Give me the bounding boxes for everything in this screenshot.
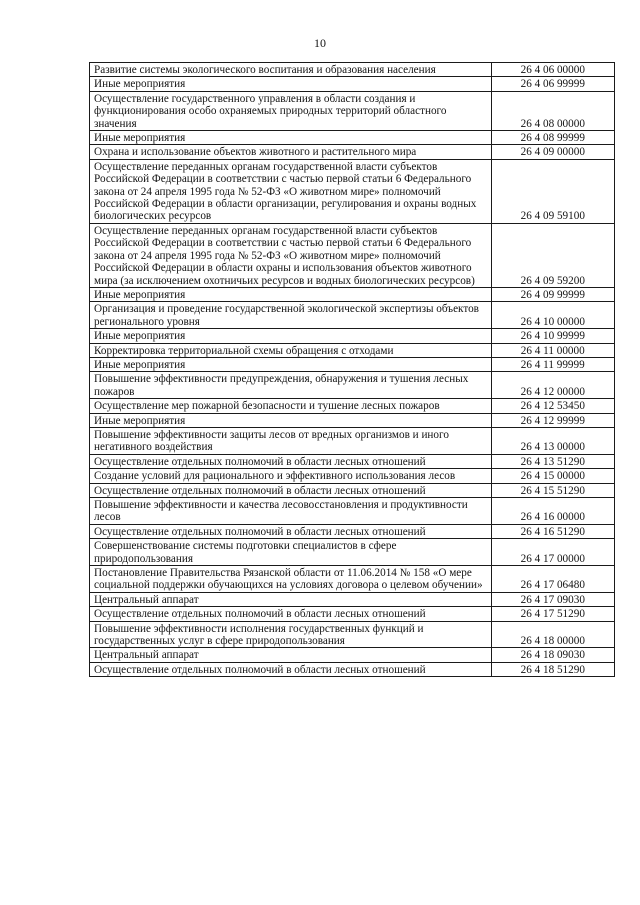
row-name-cell: Развитие системы экологического воспитания и образования населения <box>90 63 492 77</box>
row-code-cell: 26 4 15 51290 <box>491 483 614 497</box>
table-row <box>90 302 615 329</box>
row-code-cell: 26 4 08 99999 <box>491 131 614 145</box>
row-code-cell: 26 4 13 51290 <box>491 454 614 468</box>
row-code-cell: 26 4 18 09030 <box>491 648 614 662</box>
table-row <box>90 399 615 413</box>
row-name-cell: Постановление Правительства Рязанской области от 11.06.2014 № 158 «О мере социальной поддержки обучающихся на условиях договора о целевом обучении» <box>90 566 492 593</box>
row-name-cell: Повышение эффективности и качества лесовосстановления и продуктивности лесов <box>90 498 492 525</box>
row-name-cell: Осуществление отдельных полномочий в области лесных отношений <box>90 483 492 497</box>
row-code-cell: 26 4 13 00000 <box>491 427 614 454</box>
row-code-cell: 26 4 18 51290 <box>491 662 614 676</box>
table-row <box>90 607 615 621</box>
row-code-cell: 26 4 06 99999 <box>491 77 614 91</box>
row-name-cell: Иные мероприятия <box>90 287 492 301</box>
row-code-cell: 26 4 09 99999 <box>491 287 614 301</box>
row-code-cell: 26 4 10 00000 <box>491 302 614 329</box>
row-code-cell: 26 4 17 09030 <box>491 592 614 606</box>
row-code-cell: 26 4 12 53450 <box>491 399 614 413</box>
table-row <box>90 566 615 593</box>
row-name-cell: Повышение эффективности защиты лесов от вредных организмов и иного негативного воздействия <box>90 427 492 454</box>
row-name-cell: Охрана и использование объектов животного и растительного мира <box>90 145 492 159</box>
row-code-cell: 26 4 08 00000 <box>491 91 614 130</box>
row-code-cell: 26 4 10 99999 <box>491 329 614 343</box>
row-name-cell: Иные мероприятия <box>90 413 492 427</box>
table-row <box>90 131 615 145</box>
table-row <box>90 329 615 343</box>
table-row <box>90 343 615 357</box>
table-row <box>90 159 615 223</box>
table-row <box>90 91 615 130</box>
row-name-cell: Организация и проведение государственной экологической экспертизы объектов регионального уровня <box>90 302 492 329</box>
row-name-cell: Осуществление переданных органам государственной власти субъектов Российской Федерации в соответствии с частью первой статьи 6 Федерального закона от 24 апреля 1995 года № 52-ФЗ «О животном мире» полномочий Российской Федерации в области охраны и использования объектов животного мира (за исключением охотничьих ресурсов и водных биологических ресурсов) <box>90 223 492 287</box>
row-name-cell: Иные мероприятия <box>90 357 492 371</box>
table-row <box>90 372 615 399</box>
budget-classification-table <box>89 62 615 677</box>
table-row <box>90 648 615 662</box>
row-name-cell: Центральный аппарат <box>90 648 492 662</box>
table-row <box>90 287 615 301</box>
table-row <box>90 223 615 287</box>
row-code-cell: 26 4 12 00000 <box>491 372 614 399</box>
page-number: 10 <box>314 36 326 50</box>
row-name-cell: Совершенствование системы подготовки специалистов в сфере природопользования <box>90 539 492 566</box>
row-name-cell: Повышение эффективности исполнения государственных функций и государственных услуг в сфере природопользования <box>90 621 492 648</box>
row-name-cell: Осуществление отдельных полномочий в области лесных отношений <box>90 662 492 676</box>
row-name-cell: Осуществление переданных органам государственной власти субъектов Российской Федерации в соответствии с частью первой статьи 6 Федерального закона от 24 апреля 1995 года № 52-ФЗ «О животном мире» полномочий Российской Федерации в области организации, регулирования и охраны водных биологических ресурсов <box>90 159 492 223</box>
table-row <box>90 592 615 606</box>
row-code-cell: 26 4 09 59100 <box>491 159 614 223</box>
row-name-cell: Осуществление отдельных полномочий в области лесных отношений <box>90 607 492 621</box>
row-code-cell: 26 4 17 06480 <box>491 566 614 593</box>
row-name-cell: Корректировка территориальной схемы обращения с отходами <box>90 343 492 357</box>
table-row <box>90 498 615 525</box>
table-row <box>90 483 615 497</box>
row-code-cell: 26 4 09 00000 <box>491 145 614 159</box>
row-code-cell: 26 4 16 51290 <box>491 524 614 538</box>
row-name-cell: Создание условий для рационального и эффективного использования лесов <box>90 469 492 483</box>
row-name-cell: Иные мероприятия <box>90 77 492 91</box>
table-row <box>90 427 615 454</box>
row-code-cell: 26 4 17 51290 <box>491 607 614 621</box>
table-row <box>90 662 615 676</box>
row-code-cell: 26 4 12 99999 <box>491 413 614 427</box>
row-name-cell: Осуществление отдельных полномочий в области лесных отношений <box>90 524 492 538</box>
table-row <box>90 469 615 483</box>
row-code-cell: 26 4 15 00000 <box>491 469 614 483</box>
table-row <box>90 145 615 159</box>
row-name-cell: Осуществление государственного управления в области создания и функционирования особо охраняемых природных территорий областного значения <box>90 91 492 130</box>
row-code-cell: 26 4 17 00000 <box>491 539 614 566</box>
table-row <box>90 539 615 566</box>
row-code-cell: 26 4 11 00000 <box>491 343 614 357</box>
table-row <box>90 454 615 468</box>
table-row <box>90 77 615 91</box>
table-row <box>90 524 615 538</box>
row-code-cell: 26 4 09 59200 <box>491 223 614 287</box>
row-name-cell: Иные мероприятия <box>90 329 492 343</box>
row-code-cell: 26 4 06 00000 <box>491 63 614 77</box>
row-name-cell: Осуществление отдельных полномочий в области лесных отношений <box>90 454 492 468</box>
table-row <box>90 357 615 371</box>
row-name-cell: Осуществление мер пожарной безопасности и тушение лесных пожаров <box>90 399 492 413</box>
row-name-cell: Иные мероприятия <box>90 131 492 145</box>
table-row <box>90 63 615 77</box>
table-row <box>90 621 615 648</box>
table-row <box>90 413 615 427</box>
row-code-cell: 26 4 18 00000 <box>491 621 614 648</box>
row-code-cell: 26 4 16 00000 <box>491 498 614 525</box>
row-code-cell: 26 4 11 99999 <box>491 357 614 371</box>
row-name-cell: Повышение эффективности предупреждения, обнаружения и тушения лесных пожаров <box>90 372 492 399</box>
row-name-cell: Центральный аппарат <box>90 592 492 606</box>
